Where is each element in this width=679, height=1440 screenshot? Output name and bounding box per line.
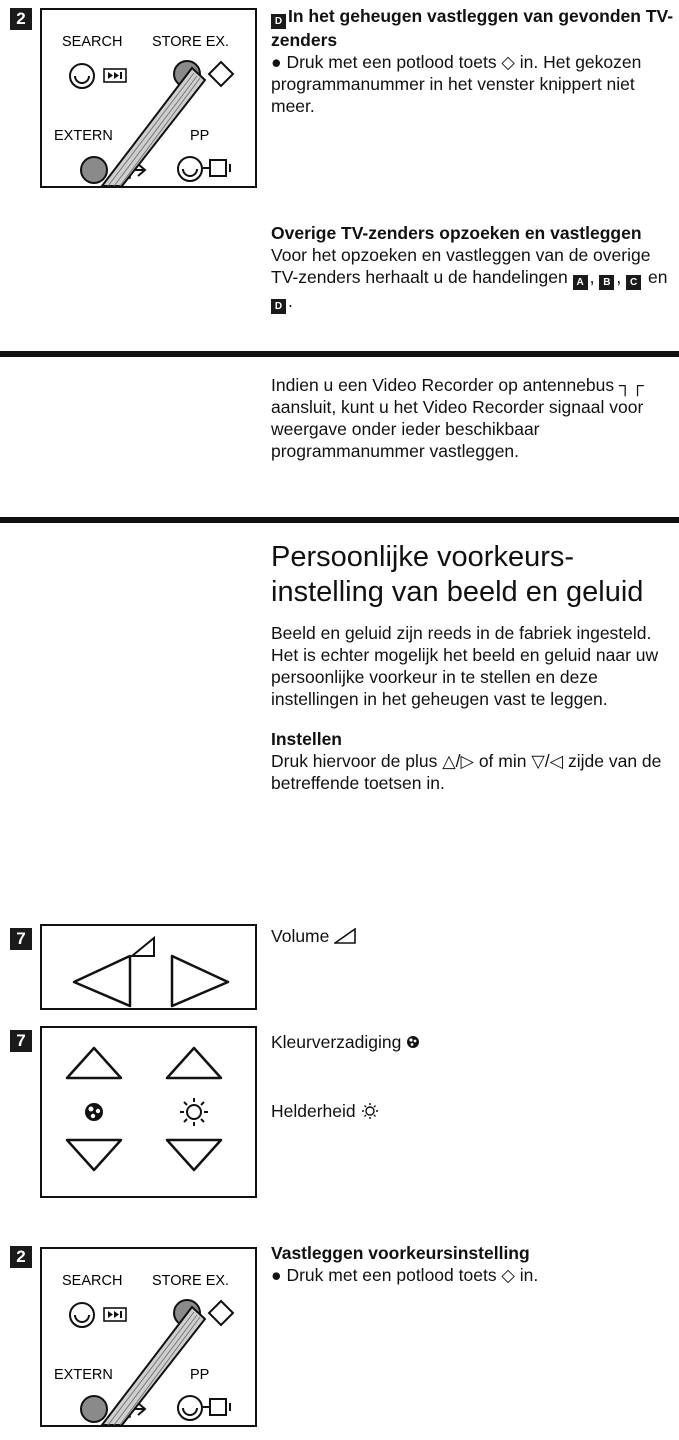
volume-panel: [40, 924, 257, 1010]
chip-d2: D: [271, 299, 286, 314]
search-button-icon: [70, 64, 94, 88]
store-pref-text: [271, 1242, 676, 1286]
saturation-label-row: [271, 1031, 420, 1053]
pp-screen-icon: [203, 160, 230, 176]
pref-heading-2: instelling van beeld en geluid: [271, 576, 644, 608]
pp-screen-icon: [203, 1399, 230, 1415]
store-ex-label: STORE EX.: [152, 34, 230, 50]
chip-b: B: [599, 275, 614, 290]
color-saturation-icon: [85, 1103, 103, 1121]
remote-panel-store-pref: [40, 1247, 257, 1427]
diamond-icon: [209, 62, 233, 86]
volume-label-row: [271, 925, 356, 947]
extern-label: EXTERN: [54, 128, 113, 144]
section-video-text: [271, 374, 676, 462]
step-number: 7: [10, 928, 32, 950]
pencil-icon: [102, 68, 205, 186]
pref-heading-1: Persoonlijke voorkeurs-: [271, 541, 575, 573]
step-number: 7: [10, 1030, 32, 1052]
brightness-minus-button: [167, 1140, 221, 1170]
section-d-bullet: Druk met een potlood toets ◇ in. Het gekozen programmanummer in het venster knippert niet meer.: [271, 52, 642, 116]
volume-wedge-icon: [132, 938, 154, 956]
search-label: SEARCH: [62, 1273, 123, 1289]
pref-para-2: Het is echter mogelijk het beeld en geluid naar uw persoonlijke voorkeur in te stellen en deze instellingen in het geheugen vast te leggen.: [271, 645, 659, 709]
sun-icon: [180, 1098, 208, 1126]
section-other-body: Voor het opzoeken en vastleggen van de overige TV-zenders herhaalt u de handelingen: [271, 245, 651, 287]
store-pref-title: Vastleggen voorkeursinstelling: [271, 1243, 530, 1263]
chip-a: A: [573, 275, 588, 290]
store-pref-bullet: Druk met een potlood toets ◇ in.: [286, 1265, 539, 1285]
color-saturation-icon: [406, 1035, 420, 1049]
section-other-title: Overige TV-zenders opzoeken en vastleggen: [271, 223, 642, 243]
search-label: SEARCH: [62, 34, 123, 50]
bullet-icon: ●: [271, 52, 282, 72]
step-number: 2: [10, 1246, 32, 1268]
saturation-label: Kleurverzadiging: [271, 1032, 402, 1052]
pp-button-icon: [178, 157, 202, 181]
diamond-icon: [209, 1301, 233, 1325]
brightness-label-row: [271, 1100, 379, 1122]
pp-label: PP: [190, 128, 210, 144]
brightness-plus-button: [167, 1048, 221, 1078]
pp-label: PP: [190, 1367, 210, 1383]
remote-panel-store: [40, 8, 257, 188]
section-pref: [271, 540, 676, 794]
saturation-plus-button: [67, 1048, 121, 1078]
section-d-text: [271, 5, 676, 117]
chip-d: D: [271, 14, 286, 29]
section-other-text: Overige TV-zenders opzoeken en vastleggen Voor het opzoeken en vastleggen van de overige TV-zenders herhaalt u de handelingen A , B , C en D .: [271, 222, 676, 314]
pref-para-1: Beeld en geluid zijn reeds in de fabriek ingesteld.: [271, 623, 652, 643]
section-video-body: Indien u een Video Recorder op antennebus ┐┌ aansluit, kunt u het Video Recorder signaal voor weergave onder ieder beschikbaar programmanummer vastleggen.: [271, 375, 644, 461]
pp-button-icon: [178, 1396, 202, 1420]
section-d-title: In het geheugen vastleggen van gevonden TV-zenders: [271, 6, 674, 50]
skip-icon: [104, 69, 126, 82]
brightness-label: Helderheid: [271, 1101, 356, 1121]
volume-wedge-icon: [334, 928, 356, 944]
skip-icon: [104, 1308, 126, 1321]
instellen-title: Instellen: [271, 729, 342, 749]
saturation-minus-button: [67, 1140, 121, 1170]
section-divider: [0, 351, 679, 357]
extern-label: EXTERN: [54, 1367, 113, 1383]
volume-minus-button: [74, 956, 130, 1006]
section-divider: [0, 517, 679, 523]
step-number: 2: [10, 8, 32, 30]
volume-label: Volume: [271, 926, 330, 946]
picture-panel: [40, 1026, 257, 1198]
chip-c: C: [626, 275, 641, 290]
bullet-icon: ●: [271, 1265, 282, 1285]
store-ex-label: STORE EX.: [152, 1273, 230, 1289]
search-button-icon: [70, 1303, 94, 1327]
instellen-body: Druk hiervoor de plus △/▷ of min ▽/◁ zijde van de betreffende toetsen in.: [271, 751, 662, 793]
pencil-icon: [102, 1307, 205, 1425]
volume-plus-button: [172, 956, 228, 1006]
sun-icon: [361, 1102, 379, 1120]
